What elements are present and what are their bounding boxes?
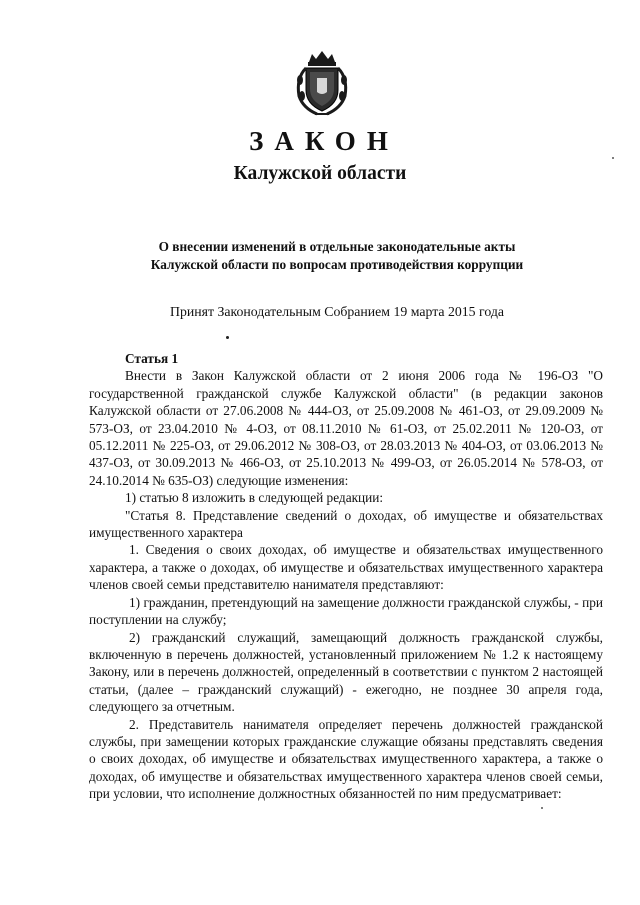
coat-of-arms-emblem [293, 48, 351, 116]
paragraph: 1. Сведения о своих доходах, об имуществе и обязательствах имущественного характера, а также о доходах, об имуществе и обязательствах имущественного характера членов своей семьи представителю нанимателя представляют: [89, 542, 603, 593]
subject-line-2: Калужской области по вопросам противодействия коррупции [150, 257, 524, 272]
law-subject [0, 238, 640, 274]
scan-dot [226, 336, 229, 339]
region-title: Калужской области [233, 163, 407, 184]
paragraph: 1) гражданин, претендующий на замещение должности гражданской службы, - при поступлении на службу; [89, 594, 603, 628]
adoption-note: Принят Законодательным Собранием 19 марта 2015 года [170, 304, 504, 319]
article-body [89, 350, 603, 803]
article-heading: Статья 1 [125, 351, 179, 366]
scan-speck [612, 157, 614, 159]
paragraph: "Статья 8. Представление сведений о доходах, об имуществе и обязательствах имущественного характера [89, 507, 603, 541]
paragraph: 2. Представитель нанимателя определяет перечень должностей гражданской службы, при замещении которых гражданские служащие обязаны представлять сведения о своих доходах, об имуществе и обязательствах имущественного характера, а также о доходах, об имуществе и обязательствах имущественного характера членов своей семьи, при условии, что исполнение должностных обязанностей по ним предусматривает: [89, 716, 603, 802]
paragraph: 2) гражданский служащий, замещающий должность гражданской службы, включенную в перечень должностей, установленный приложением № 1.2 к настоящему Закону, или в перечень должностей, определенный в соответствии с пунктом 2 настоящей статьи, (далее – гражданский служащий) - ежегодно, не позднее 30 апреля года, следующего за отчетным. [89, 629, 603, 715]
law-title: ЗАКОН [249, 126, 399, 156]
paragraph: 1) статью 8 изложить в следующей редакции: [125, 490, 384, 506]
subject-line-1: О внесении изменений в отдельные законодательные акты [158, 239, 516, 254]
scan-speck [541, 807, 543, 809]
paragraph: Внести в Закон Калужской области от 2 июня 2006 года № 196-ОЗ "О государственной гражданской службе Калужской области" (в редакции законов Калужской области от 27.06.2008 № 444-ОЗ, от 25.09.2008 № 461-ОЗ, от 29.09.2009 № 573-ОЗ, от 23.04.2010 № 4-ОЗ, от 08.11.2010 № 61-ОЗ, от 25.02.2011 № 120-ОЗ, от 05.12.2011 № 225-ОЗ, от 29.06.2012 № 308-ОЗ, от 28.03.2013 № 404-ОЗ, от 03.06.2013 № 437-ОЗ, от 30.09.2013 № 466-ОЗ, от 25.10.2013 № 499-ОЗ, от 26.05.2014 № 578-ОЗ, от 24.10.2014 № 635-ОЗ) следующие изменения: [89, 368, 603, 488]
